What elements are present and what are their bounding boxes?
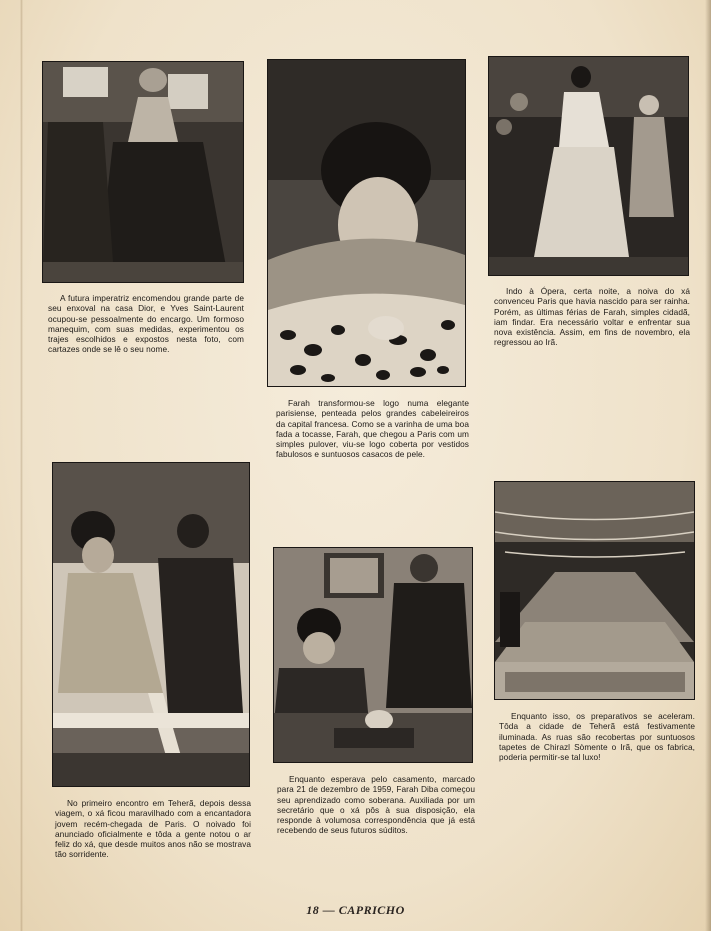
photo-street-carpets <box>495 482 694 699</box>
page-edge-shadow <box>705 0 711 931</box>
photo-correspondence <box>274 548 472 762</box>
caption-top-center: Farah transformou-se logo numa elegante parisiense, penteada pelos grandes cabeleireiros da capital francesa. Como se a varinha de uma boa fada a tocasse, Farah, que chegou a Paris com um simples pulover, viu-se logo coberta por vestidos fabulosos e suntuosos casacos de pele. <box>276 398 469 460</box>
photo-farah-fur <box>268 60 465 386</box>
page-crease <box>20 0 23 931</box>
photo-opera-gown <box>489 57 688 275</box>
page-footer: 18 — CAPRICHO <box>306 903 405 917</box>
caption-top-right: Indo à Ópera, certa noite, a noiva do xá convenceu Paris que havia nascido para ser rainha. Porém, as últimas férias de Farah, simples cidadã, iam findar. Era necessário voltar e enfrentar sua nova existência. Assim, em fins de novembro, ela regressou ao Irã. <box>494 286 690 348</box>
caption-bottom-left: No primeiro encontro em Teherã, depois dessa viagem, o xá ficou maravilhado com a encantadora jovem recém-chegada de Paris. O noivado foi anunciado oficialmente e tôda a gente notou o ar feliz do xá, que desde muitos anos não se mostrava tão sorridente. <box>55 798 251 860</box>
photo-first-meeting <box>53 463 249 786</box>
caption-bottom-right: Enquanto isso, os preparativos se aceleram. Tôda a cidade de Teherã está festivamente iluminada. As ruas são recobertas por suntuosos tapetes de Chirazl Sòmente o Irã, que os fabrica, poderia permitir-se tal luxo! <box>499 711 695 763</box>
photo-mannequin-dior <box>43 62 243 282</box>
caption-bottom-center: Enquanto esperava pelo casamento, marcado para 21 de dezembro de 1959, Farah Diba começou seu aprendizado como soberana. Auxiliada por um secretário que o xá pôs à sua disposição, ela responde à volumosa correspondência que já está recebendo de seus futuros súditos. <box>277 774 475 836</box>
caption-top-left: A futura imperatriz encomendou grande parte de seu enxoval na casa Dior, e Yves Saint-Laurent ocupou-se pessoalmente do encargo. Um formoso manequim, com suas medidas, experimentou os trajes escolhidos e expostos nesta foto, com cartazes onde se lê o seu nome. <box>48 293 244 355</box>
